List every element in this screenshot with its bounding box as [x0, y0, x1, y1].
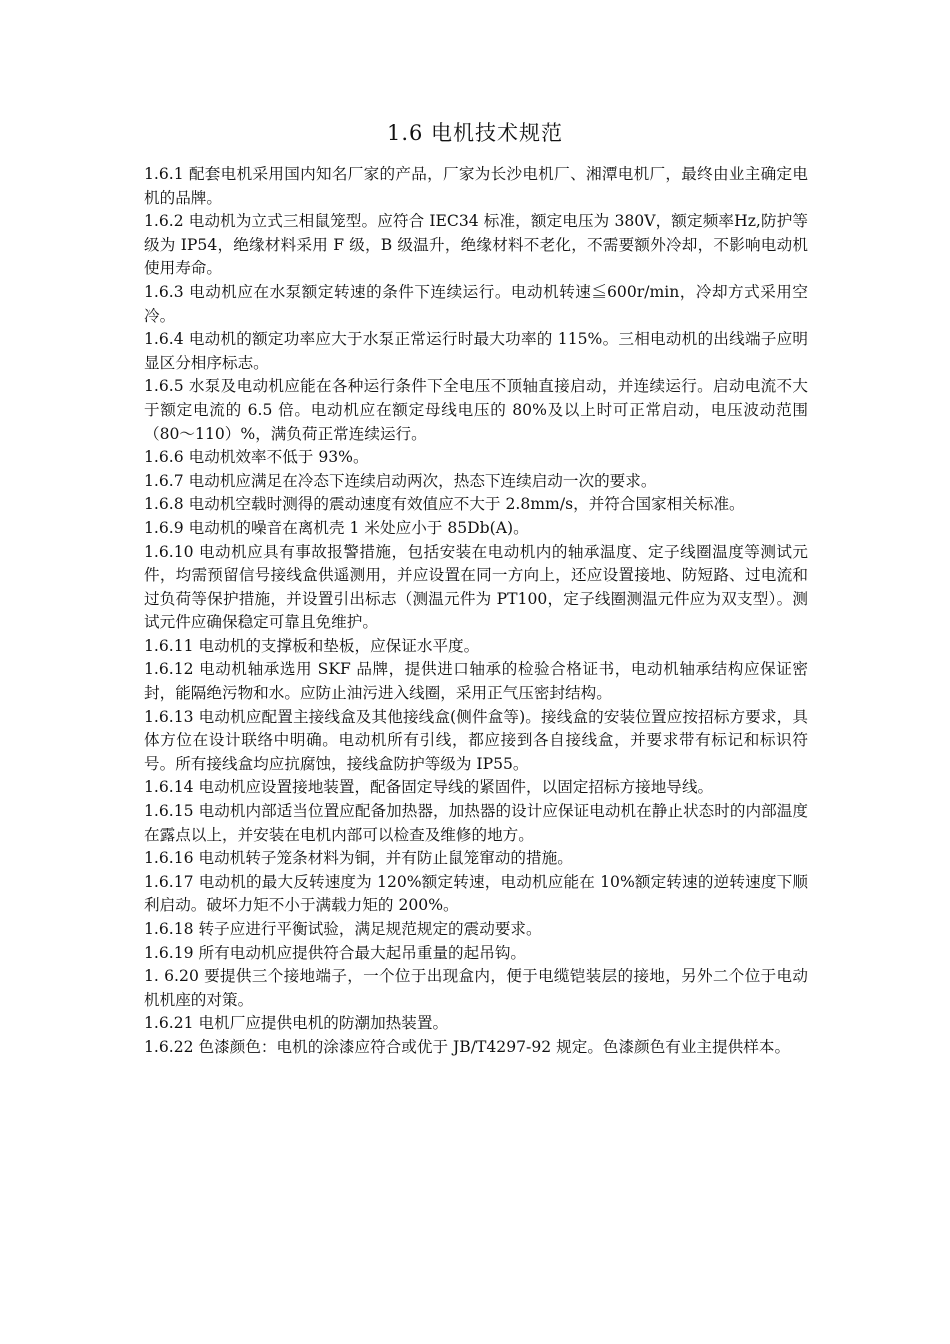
- clause-1-6-2: 1.6.2 电动机为立式三相鼠笼型。应符合 IEC34 标准，额定电压为 380V，额定频率Hz,防护等级为 IP54，绝缘材料采用 F 级，B 级温升，绝缘材料不老化，不需要额外冷却，不影响电动机使用寿命。: [144, 212, 808, 278]
- clause-1-6-16: 1.6.16 电动机转子笼条材料为铜，并有防止鼠笼窜动的措施。: [144, 849, 573, 868]
- clause-1-6-15: 1.6.15 电动机内部适当位置应配备加热器，加热器的设计应保证电动机在静止状态时的内部温度在露点以上，并安装在电机内部可以检查及维修的地方。: [144, 802, 808, 844]
- clause-1-6-9: 1.6.9 电动机的噪音在离机壳 1 米处应小于 85Db(A)。: [144, 518, 529, 537]
- clause-1-6-7: 1.6.7 电动机应满足在冷态下连续启动两次，热态下连续启动一次的要求。: [144, 471, 657, 490]
- clause-1-6-8: 1.6.8 电动机空载时测得的震动速度有效值应不大于 2.8mm/s，并符合国家相关标准。: [144, 495, 745, 514]
- clause-1-6-20: 1. 6.20 要提供三个接地端子，一个位于出现盒内，便于电缆铠装层的接地，另外二个位于电动机机座的对策。: [144, 967, 808, 1009]
- clause-1-6-11: 1.6.11 电动机的支撑板和垫板，应保证水平度。: [144, 636, 480, 655]
- clause-1-6-1: 1.6.1 配套电机采用国内知名厂家的产品，厂家为长沙电机厂、湘潭电机厂，最终由业主确定电机的品牌。: [144, 165, 808, 207]
- clause-1-6-3: 1.6.3 电动机应在水泵额定转速的条件下连续运行。电动机转速≦600r/min，冷却方式采用空冷。: [144, 282, 808, 325]
- clause-1-6-10: 1.6.10 电动机应具有事故报警措施，包括安装在电动机内的轴承温度、定子线圈温度等测试元件，均需预留信号接线盒供遥测用，并应设置在同一方向上，还应设置接地、防短路、过电流和过负荷等保护措施，并设置引出标志（测温元件为 PT100，定子线圈测温元件应为双支型）。测试元件应确保稳定可靠且免维护。: [144, 542, 808, 632]
- clause-1-6-13: 1.6.13 电动机应配置主接线盒及其他接线盒(侧件盒等)。接线盒的安装位置应按招标方要求，具体方位在设计联络中明确。电动机所有引线，都应接到各自接线盒，并要求带有标记和标识符号。所有接线盒均应抗腐蚀，接线盒防护等级为 IP55。: [144, 707, 808, 773]
- clause-1-6-19: 1.6.19 所有电动机应提供符合最大起吊重量的起吊钩。: [144, 943, 527, 962]
- clause-1-6-17: 1.6.17 电动机的最大反转速度为 120%额定转速，电动机应能在 10%额定转速的逆转速度下顺利启动。破坏力矩不小于满载力矩的 200%。: [144, 872, 808, 915]
- clause-1-6-14: 1.6.14 电动机应设置接地装置，配备固定导线的紧固件，以固定招标方接地导线。: [144, 778, 714, 797]
- clause-1-6-22: 1.6.22 色漆颜色：电机的涂漆应符合或优于 JB/T4297-92 规定。色漆颜色有业主提供样本。: [144, 1037, 791, 1056]
- clause-1-6-18: 1.6.18 转子应进行平衡试验，满足规范规定的震动要求。: [144, 920, 542, 938]
- clause-list: [144, 163, 808, 1060]
- section-title: 1.6 电机技术规范: [386, 121, 564, 145]
- clause-1-6-21: 1.6.21 电机厂应提供电机的防潮加热装置。: [144, 1014, 449, 1033]
- clause-1-6-4: 1.6.4 电动机的额定功率应大于水泵正常运行时最大功率的 115%。三相电动机的出线端子应明显区分相序标志。: [144, 330, 808, 372]
- clause-1-6-6: 1.6.6 电动机效率不低于 93%。: [144, 448, 369, 467]
- clause-1-6-12: 1.6.12 电动机轴承选用 SKF 品牌，提供进口轴承的检验合格证书，电动机轴承结构应保证密封，能隔绝污物和水。应防止油污进入线圈，采用正气压密封结构。: [144, 660, 808, 703]
- clause-1-6-5: 1.6.5 水泵及电动机应能在各种运行条件下全电压不顶轴直接启动，并连续运行。启动电流不大于额定电流的 6.5 倍。电动机应在额定母线电压的 80%及以上时可正常启动，电压波动范围（80～110）%，满负荷正常连续运行。: [144, 377, 808, 443]
